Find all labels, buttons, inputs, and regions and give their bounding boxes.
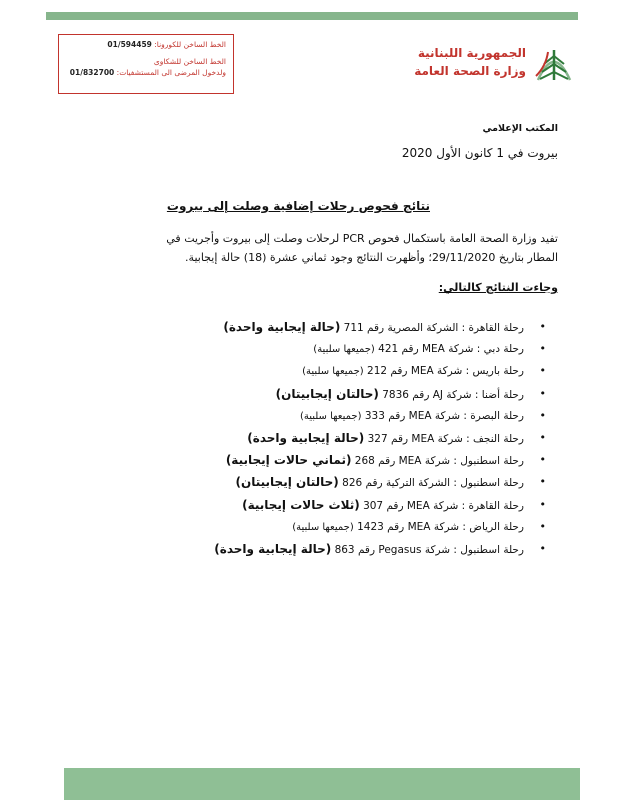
- admission-hotline-number: 01/832700: [69, 68, 115, 77]
- cedar-icon: [530, 42, 578, 84]
- flight-text: رحلة اسطنبول : شركة MEA رقم 268: [351, 455, 524, 468]
- document-date: بيروت في 1 كانون الأول 2020: [401, 146, 558, 160]
- ministry-logo: [388, 42, 578, 86]
- list-item: [214, 405, 546, 427]
- logo-line-1: الجمهورية اللبنانية: [417, 46, 526, 60]
- flight-result: (جميعها سلبية): [313, 344, 375, 356]
- header-green-bar: [46, 12, 578, 20]
- complaints-hotline: [66, 56, 226, 67]
- paragraph-line-2: المطار بتاريخ 29/11/2020؛ وأظهرت النتائج وجود ثماني عشرة (18) حالة إيجابية.: [185, 251, 558, 264]
- footer-green-bar: [64, 768, 580, 800]
- flight-result: (حالتان إيجابيتان): [275, 386, 379, 401]
- flight-result: (ثلاث حالات إيجابية): [242, 497, 360, 512]
- flight-text: رحلة القاهرة : الشركة المصرية رقم 711: [340, 322, 524, 334]
- list-item: [214, 516, 546, 538]
- list-item: [214, 427, 546, 449]
- flight-text: رحلة دبي : شركة MEA رقم 421: [374, 343, 524, 356]
- flight-text: رحلة أضنا : شركة AJ رقم 7836: [378, 388, 524, 401]
- flight-text: رحلة باريس : شركة MEA رقم 212: [363, 365, 524, 378]
- list-item: [214, 383, 546, 405]
- list-item: [214, 316, 546, 338]
- results-heading: وجاءت النتائج كالتالي:: [438, 281, 558, 294]
- list-item: [214, 360, 546, 382]
- flight-result: (حالتان إيجابيتان): [235, 475, 339, 490]
- list-item: [214, 338, 546, 360]
- flight-text: رحلة اسطنبول : شركة Pegasus رقم 863: [331, 543, 524, 556]
- flight-result: (جميعها سلبية): [299, 410, 362, 422]
- flights-list: [214, 316, 546, 560]
- corona-hotline-label: الخط الساخن للكورونا:: [154, 40, 226, 49]
- hotline-box: [58, 34, 234, 94]
- list-item: [214, 449, 546, 471]
- flight-result: (حالة إيجابية واحدة): [214, 541, 332, 556]
- media-office-label: المكتب الإعلامي: [482, 123, 558, 134]
- flight-text: رحلة الرياض : شركة MEA رقم 1423: [353, 520, 524, 533]
- logo-line-2: وزارة الصحة العامة: [414, 64, 526, 78]
- flight-result: (حالة إيجابية واحدة): [247, 430, 365, 445]
- list-item: [214, 471, 546, 493]
- flight-result: (جميعها سلبية): [302, 366, 364, 378]
- corona-hotline-number: 01/594459: [107, 40, 152, 49]
- paragraph-line-1: تفيد وزارة الصحة العامة باستكمال فحوص PCR لرحلات وصلت إلى بيروت وأجريت في: [166, 232, 558, 245]
- corona-hotline: [66, 39, 226, 50]
- flight-result: (جميعها سلبية): [292, 521, 354, 533]
- flight-text: رحلة القاهرة : شركة MEA رقم 307: [359, 499, 524, 512]
- complaints-hotline-label: الخط الساخن للشكاوى: [153, 57, 226, 66]
- flight-result: (حالة إيجابية واحدة): [223, 320, 341, 334]
- list-item: [214, 538, 546, 560]
- admission-hotline-label: ولدخول المرضى الى المستشفيات:: [116, 68, 226, 77]
- flight-text: رحلة النجف : شركة MEA رقم 327: [364, 432, 524, 445]
- flight-text: رحلة اسطنبول : الشركة التركية رقم 826: [338, 477, 524, 490]
- document-title: نتائج فحوص رحلات إضافية وصلت إلى بيروت: [166, 199, 430, 213]
- flight-text: رحلة البصرة : شركة MEA رقم 333: [361, 409, 524, 422]
- admission-hotline: [66, 67, 226, 78]
- flight-result: (ثماني حالات إيجابية): [225, 453, 352, 468]
- list-item: [214, 494, 546, 516]
